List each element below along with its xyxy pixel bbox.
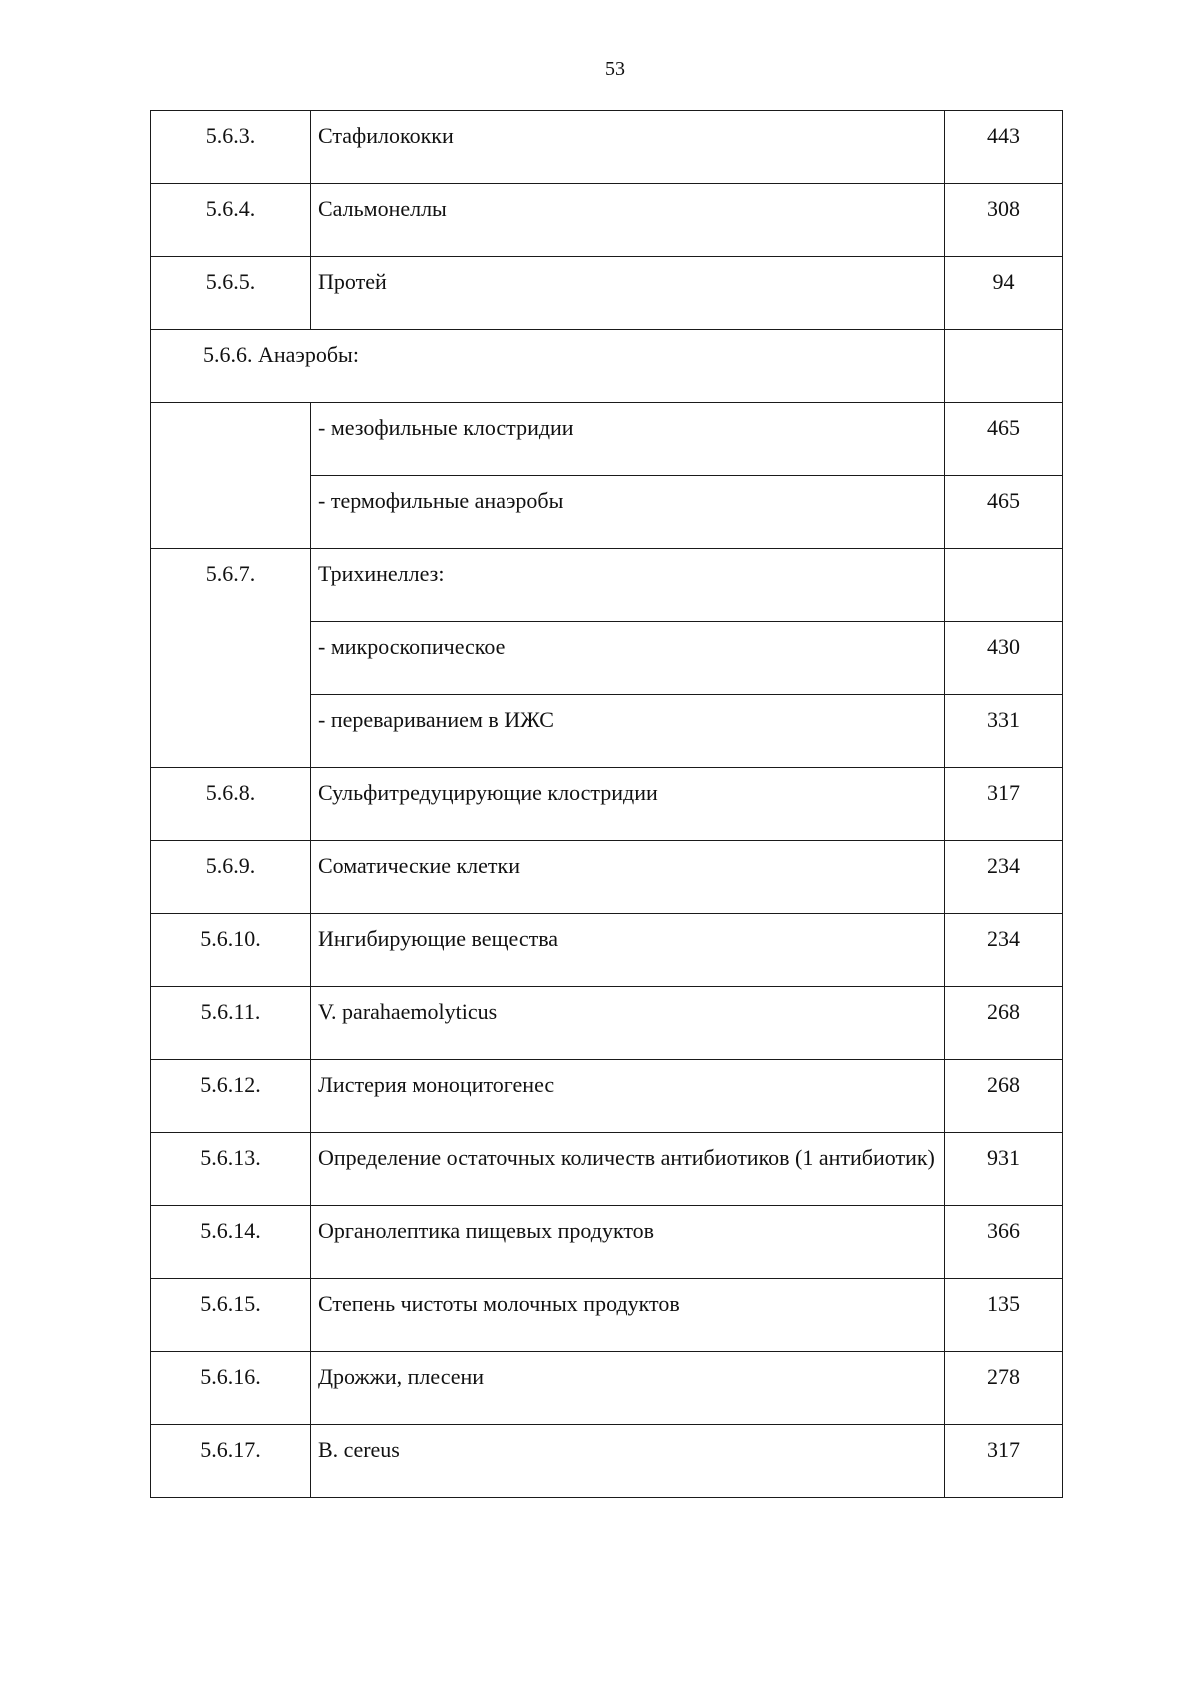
item-price: 317 (945, 1425, 1063, 1498)
item-name: Стафилококки (311, 111, 945, 184)
item-price: 308 (945, 184, 1063, 257)
item-name: - микроскопическое (311, 622, 945, 695)
table-row (151, 841, 1063, 914)
table-row (151, 1425, 1063, 1498)
item-name: Сульфитредуцирующие клостридии (311, 768, 945, 841)
item-code (151, 403, 311, 549)
item-price: 465 (945, 403, 1063, 476)
item-code: 5.6.13. (151, 1133, 311, 1206)
item-name: Сальмонеллы (311, 184, 945, 257)
section-row (151, 330, 1063, 403)
table-row (151, 914, 1063, 987)
item-code: 5.6.10. (151, 914, 311, 987)
item-name: - перевариванием в ИЖС (311, 695, 945, 768)
item-name: Определение остаточных количеств антибиотиков (1 антибиотик) (311, 1133, 945, 1206)
item-price: 94 (945, 257, 1063, 330)
item-name: B. cereus (311, 1425, 945, 1498)
item-name: Степень чистоты молочных продуктов (311, 1279, 945, 1352)
table-row (151, 184, 1063, 257)
table-row (151, 549, 1063, 622)
item-code: 5.6.5. (151, 257, 311, 330)
table-row (151, 1279, 1063, 1352)
item-price: 317 (945, 768, 1063, 841)
item-price: 234 (945, 841, 1063, 914)
item-name: V. parahaemolyticus (311, 987, 945, 1060)
item-name: Соматические клетки (311, 841, 945, 914)
item-price (945, 549, 1063, 622)
table-row (151, 1133, 1063, 1206)
item-price: 268 (945, 1060, 1063, 1133)
item-price (945, 330, 1063, 403)
item-code: 5.6.17. (151, 1425, 311, 1498)
item-name: Ингибирующие вещества (311, 914, 945, 987)
table-row (151, 768, 1063, 841)
item-price: 366 (945, 1206, 1063, 1279)
table-row (151, 403, 1063, 476)
item-code: 5.6.12. (151, 1060, 311, 1133)
item-name: - мезофильные клостридии (311, 403, 945, 476)
item-code: 5.6.14. (151, 1206, 311, 1279)
item-code: 5.6.8. (151, 768, 311, 841)
item-price: 331 (945, 695, 1063, 768)
page-number: 53 (605, 58, 625, 80)
item-name: Органолептика пищевых продуктов (311, 1206, 945, 1279)
table-row (151, 1206, 1063, 1279)
item-price: 465 (945, 476, 1063, 549)
item-name: Листерия моноцитогенес (311, 1060, 945, 1133)
item-code: 5.6.3. (151, 111, 311, 184)
item-price: 443 (945, 111, 1063, 184)
price-table (150, 110, 1063, 1498)
table-row (151, 257, 1063, 330)
item-code: 5.6.9. (151, 841, 311, 914)
item-price: 135 (945, 1279, 1063, 1352)
item-price: 278 (945, 1352, 1063, 1425)
table-row (151, 987, 1063, 1060)
item-code: 5.6.16. (151, 1352, 311, 1425)
item-name: Дрожжи, плесени (311, 1352, 945, 1425)
item-name: - термофильные анаэробы (311, 476, 945, 549)
item-price: 931 (945, 1133, 1063, 1206)
table-row (151, 111, 1063, 184)
table-row (151, 1060, 1063, 1133)
item-code: 5.6.7. (151, 549, 311, 768)
item-name: Трихинеллез: (311, 549, 945, 622)
item-code: 5.6.4. (151, 184, 311, 257)
item-price: 268 (945, 987, 1063, 1060)
section-heading: 5.6.6. Анаэробы: (151, 330, 945, 403)
table-row (151, 1352, 1063, 1425)
item-code: 5.6.11. (151, 987, 311, 1060)
item-price: 234 (945, 914, 1063, 987)
item-name: Протей (311, 257, 945, 330)
item-price: 430 (945, 622, 1063, 695)
item-code: 5.6.15. (151, 1279, 311, 1352)
